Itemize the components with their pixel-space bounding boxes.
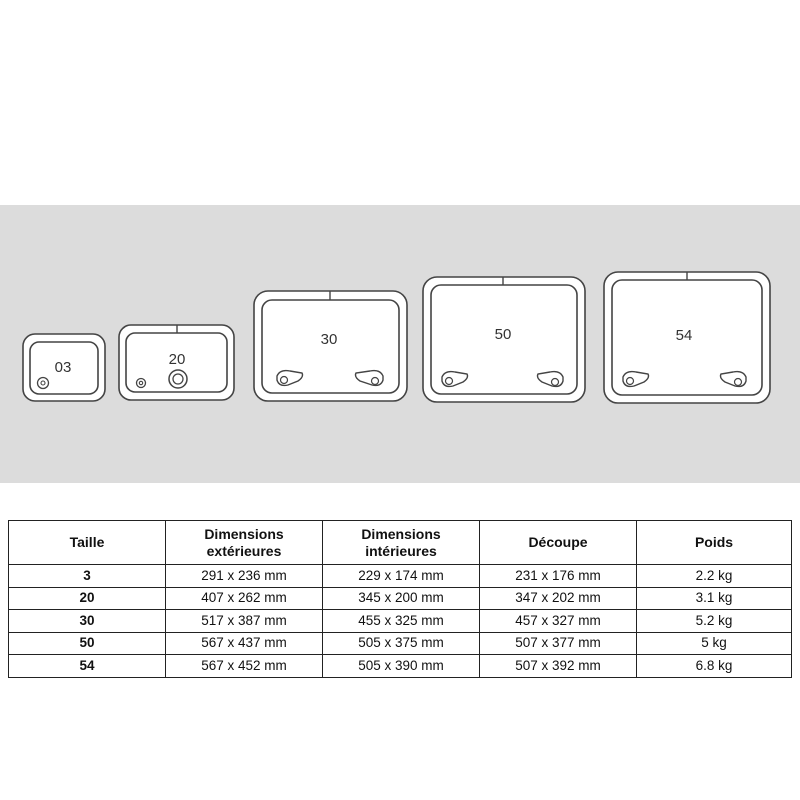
hatch-50 (423, 277, 585, 402)
hatch-54 (604, 272, 770, 403)
header-exterior-line1: Dimensions (204, 525, 284, 542)
cell-exterior: 517 x 387 mm (166, 610, 323, 633)
hatch-label-50: 50 (494, 326, 512, 343)
cell-exterior: 567 x 437 mm (166, 632, 323, 655)
hatch-label-03: 03 (54, 359, 72, 376)
header-size: Taille (9, 521, 166, 565)
hatch-diagram-band (0, 205, 800, 483)
cell-size: 54 (9, 655, 166, 678)
cell-cutout: 457 x 327 mm (480, 610, 637, 633)
cell-size: 50 (9, 632, 166, 655)
header-interior-line1: Dimensions (361, 525, 441, 542)
header-exterior-line2: extérieures (206, 542, 282, 559)
table-row (9, 632, 792, 655)
cell-exterior: 291 x 236 mm (166, 565, 323, 588)
header-interior-line2: intérieures (365, 542, 437, 559)
cell-cutout: 347 x 202 mm (480, 587, 637, 610)
hatch-label-54: 54 (675, 327, 693, 344)
hatch-03 (23, 334, 105, 401)
table-header-row (9, 521, 792, 565)
cell-weight: 2.2 kg (637, 565, 792, 588)
cell-interior: 345 x 200 mm (323, 587, 480, 610)
cell-size: 20 (9, 587, 166, 610)
cell-weight: 6.8 kg (637, 655, 792, 678)
cell-interior: 455 x 325 mm (323, 610, 480, 633)
cell-interior: 505 x 375 mm (323, 632, 480, 655)
cell-cutout: 231 x 176 mm (480, 565, 637, 588)
hatch-diagram (0, 205, 800, 483)
cell-weight: 5.2 kg (637, 610, 792, 633)
hatch-label-20: 20 (168, 351, 186, 368)
hatch-label-30: 30 (320, 331, 338, 348)
cell-exterior: 407 x 262 mm (166, 587, 323, 610)
cell-weight: 3.1 kg (637, 587, 792, 610)
table-row (9, 587, 792, 610)
header-exterior-dimensions (166, 521, 323, 565)
table-row (9, 565, 792, 588)
cell-interior: 505 x 390 mm (323, 655, 480, 678)
table-row (9, 610, 792, 633)
cell-weight: 5 kg (637, 632, 792, 655)
spec-table (8, 520, 792, 678)
cell-cutout: 507 x 392 mm (480, 655, 637, 678)
cell-interior: 229 x 174 mm (323, 565, 480, 588)
cell-size: 30 (9, 610, 166, 633)
cell-size: 3 (9, 565, 166, 588)
header-cutout: Découpe (480, 521, 637, 565)
cell-exterior: 567 x 452 mm (166, 655, 323, 678)
hatch-20 (119, 325, 234, 400)
header-interior-dimensions (323, 521, 480, 565)
header-weight: Poids (637, 521, 792, 565)
cell-cutout: 507 x 377 mm (480, 632, 637, 655)
table-row (9, 655, 792, 678)
hatch-30 (254, 291, 407, 401)
